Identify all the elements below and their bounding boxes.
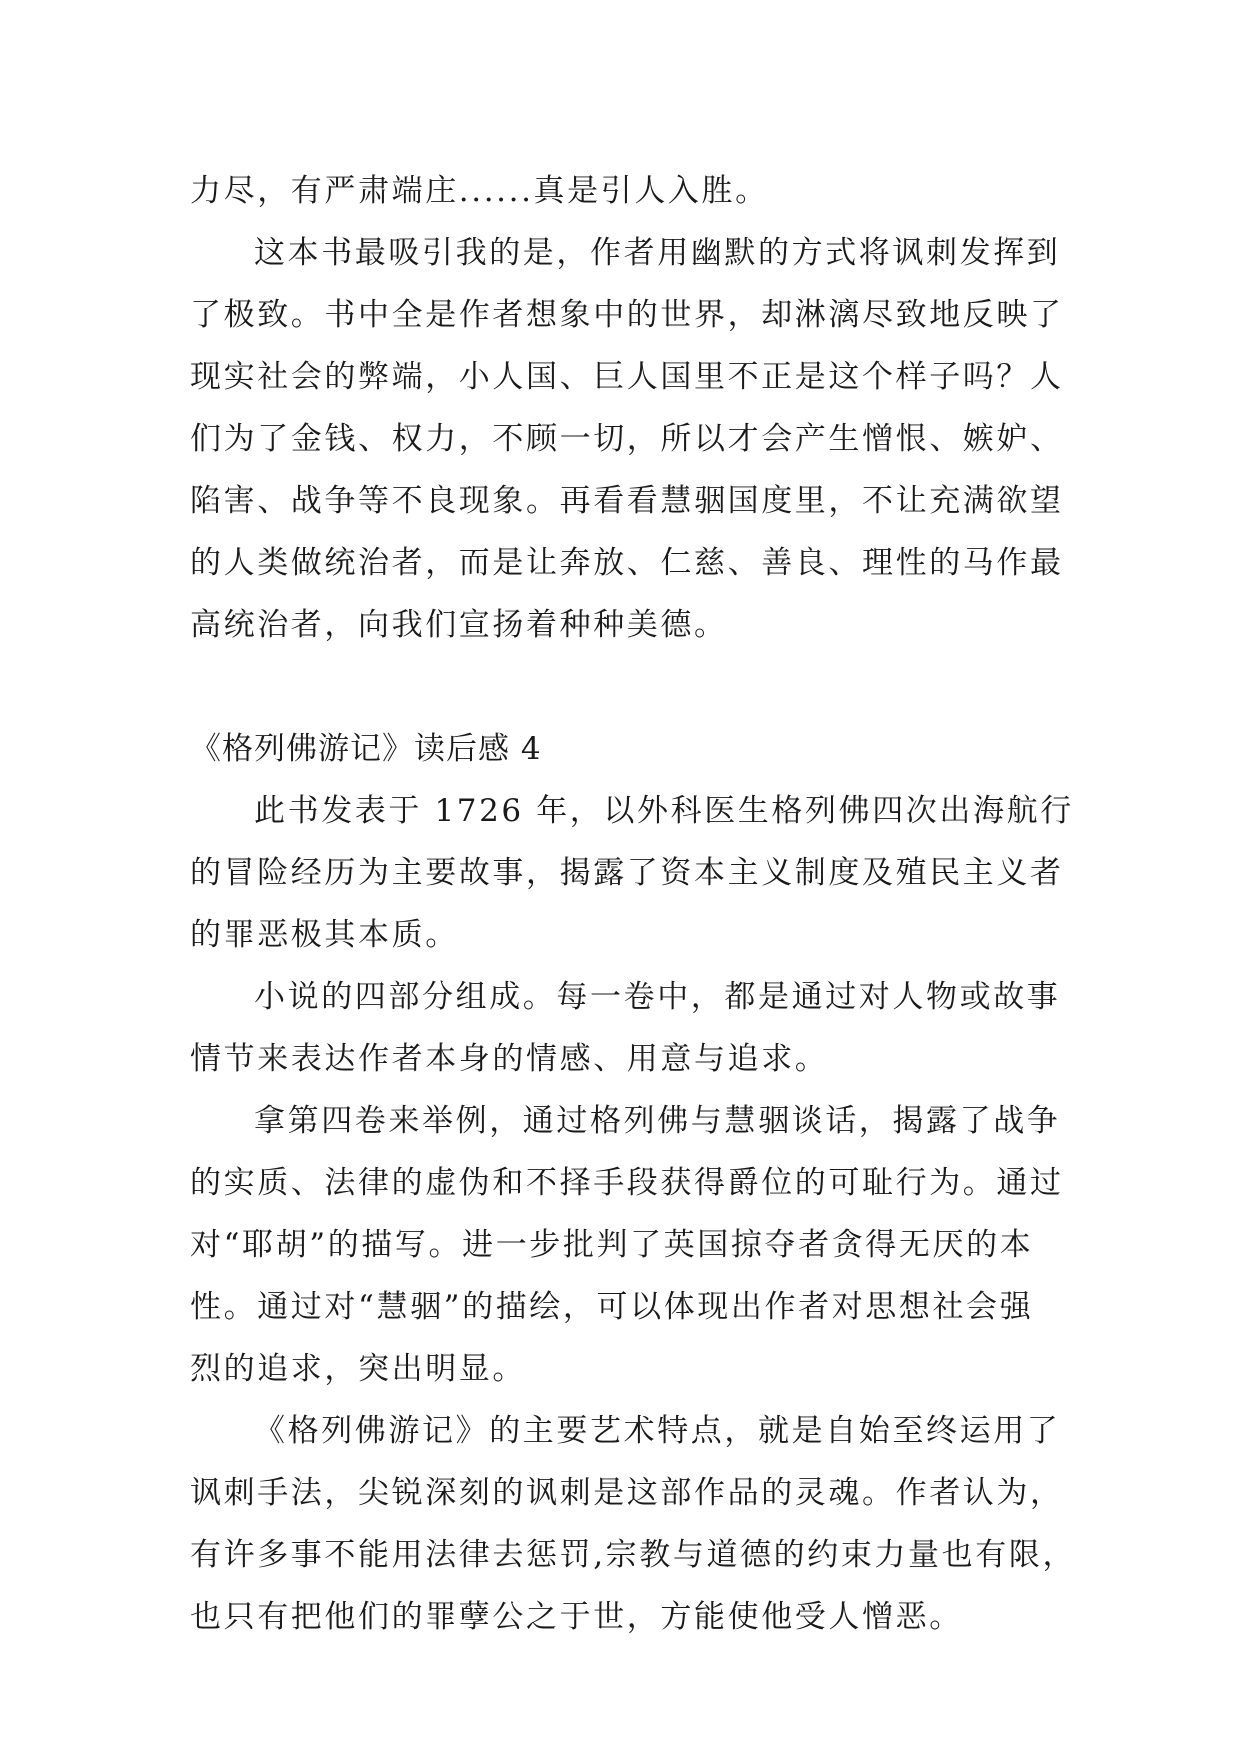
paragraph-line: 的实质、法律的虚伪和不择手段获得爵位的可耻行为。通过 [190,1165,1064,1201]
paragraph-line: 《格列佛游记》的主要艺术特点，就是自始至终运用了 [254,1413,1061,1449]
paragraph-line: 的罪恶极其本质。 [190,917,459,953]
paragraph-line: 情节来表达作者本身的情感、用意与追求。 [190,1041,829,1077]
paragraph-line: 性。通过对“慧骃”的描绘，可以体现出作者对思想社会强 [190,1289,1034,1325]
paragraph-line: 讽刺手法，尖锐深刻的讽刺是这部作品的灵魂。作者认为， [190,1475,1064,1511]
paragraph-line: 这本书最吸引我的是，作者用幽默的方式将讽刺发挥到 [254,235,1061,271]
paragraph-line: 的冒险经历为主要故事，揭露了资本主义制度及殖民主义者 [190,855,1064,891]
paragraph-line: 拿第四卷来举例，通过格列佛与慧骃谈话，揭露了战争 [254,1103,1061,1139]
paragraph-line: 小说的四部分组成。每一卷中，都是通过对人物或故事 [254,979,1061,1015]
paragraph-line: 现实社会的弊端，小人国、巨人国里不正是这个样子吗？人 [190,359,1064,395]
paragraph-line: 的人类做统治者，而是让奔放、仁慈、善良、理性的马作最 [190,545,1064,581]
paragraph-line: 烈的追求，突出明显。 [190,1351,526,1387]
paragraph-line: 陷害、战争等不良现象。再看看慧骃国度里，不让充满欲望 [190,483,1064,519]
paragraph-line: 此书发表于 1726 年，以外科医生格列佛四次出海航行 [254,793,1074,829]
section-title: 《格列佛游记》读后感 4 [190,731,542,767]
paragraph-line: 也只有把他们的罪孽公之于世，方能使他受人憎恶。 [190,1599,963,1635]
paragraph-line: 们为了金钱、权力，不顾一切，所以才会产生憎恨、嫉妒、 [190,421,1064,457]
paragraph-line: 了极致。书中全是作者想象中的世界，却淋漓尽致地反映了 [190,297,1064,333]
document-body [190,160,1077,1648]
paragraph-line: 对“耶胡”的描写。进一步批判了英国掠夺者贪得无厌的本 [190,1227,1034,1263]
section-gap [190,656,1070,718]
paragraph-line: 高统治者，向我们宣扬着种种美德。 [190,607,728,643]
paragraph-line: 有许多事不能用法律去惩罚,宗教与道德的约束力量也有限， [190,1537,1077,1573]
paragraph-line: 力尽，有严肃端庄......真是引人入胜。 [190,173,769,209]
